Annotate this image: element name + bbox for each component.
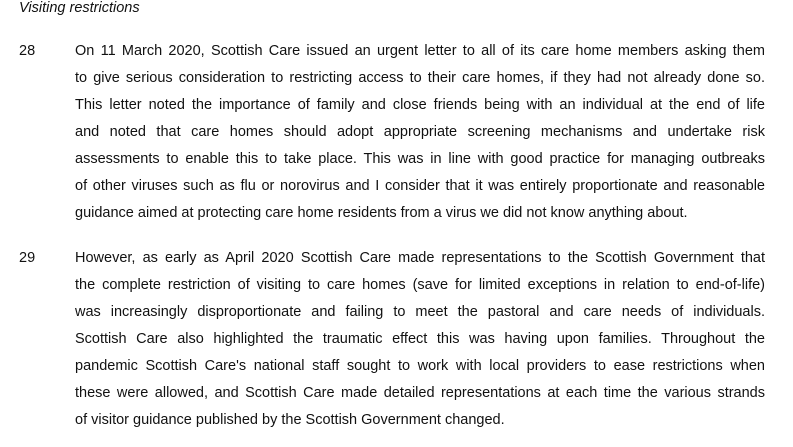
paragraph-line: guidance aimed at protecting care home residents from a virus we did not know anything about. [75,205,688,221]
section-heading: Visiting restrictions [19,0,140,16]
paragraph-line: and noted that care homes should adopt appropriate screening mechanisms and undertake risk [75,124,765,140]
paragraph-number: 28 [19,43,36,59]
paragraph-line: of visitor guidance published by the Scottish Government changed. [75,412,505,428]
paragraph-line: of other viruses such as flu or norovirus and I consider that it was entirely proportionate and reasonable [75,178,765,194]
paragraph-line: these were allowed, and Scottish Care made detailed representations at each time the various strands [75,385,765,401]
paragraph-line: Scottish Care also highlighted the traumatic effect this was having upon families. Throughout the [75,331,765,347]
paragraph-body [75,245,765,434]
paragraph-line: the complete restriction of visiting to care homes (save for limited exceptions in relation to end-of-life) [75,277,765,293]
paragraph-body [75,38,765,227]
paragraph-line: pandemic Scottish Care's national staff sought to work with local providers to ease restrictions when [75,358,765,374]
paragraph-line: On 11 March 2020, Scottish Care issued an urgent letter to all of its care home members asking them [75,43,765,59]
paragraph-line: assessments to enable this to take place. This was in line with good practice for managing outbreaks [75,151,765,167]
paragraph-line: This letter noted the importance of family and close friends being with an individual at the end of life [75,97,765,113]
paragraph-line: to give serious consideration to restricting access to their care homes, if they had not already done so. [75,70,765,86]
paragraph-number: 29 [19,250,36,266]
paragraph-line: was increasingly disproportionate and failing to meet the pastoral and care needs of individuals. [75,304,765,320]
paragraph-line: However, as early as April 2020 Scottish Care made representations to the Scottish Government that [75,250,765,266]
